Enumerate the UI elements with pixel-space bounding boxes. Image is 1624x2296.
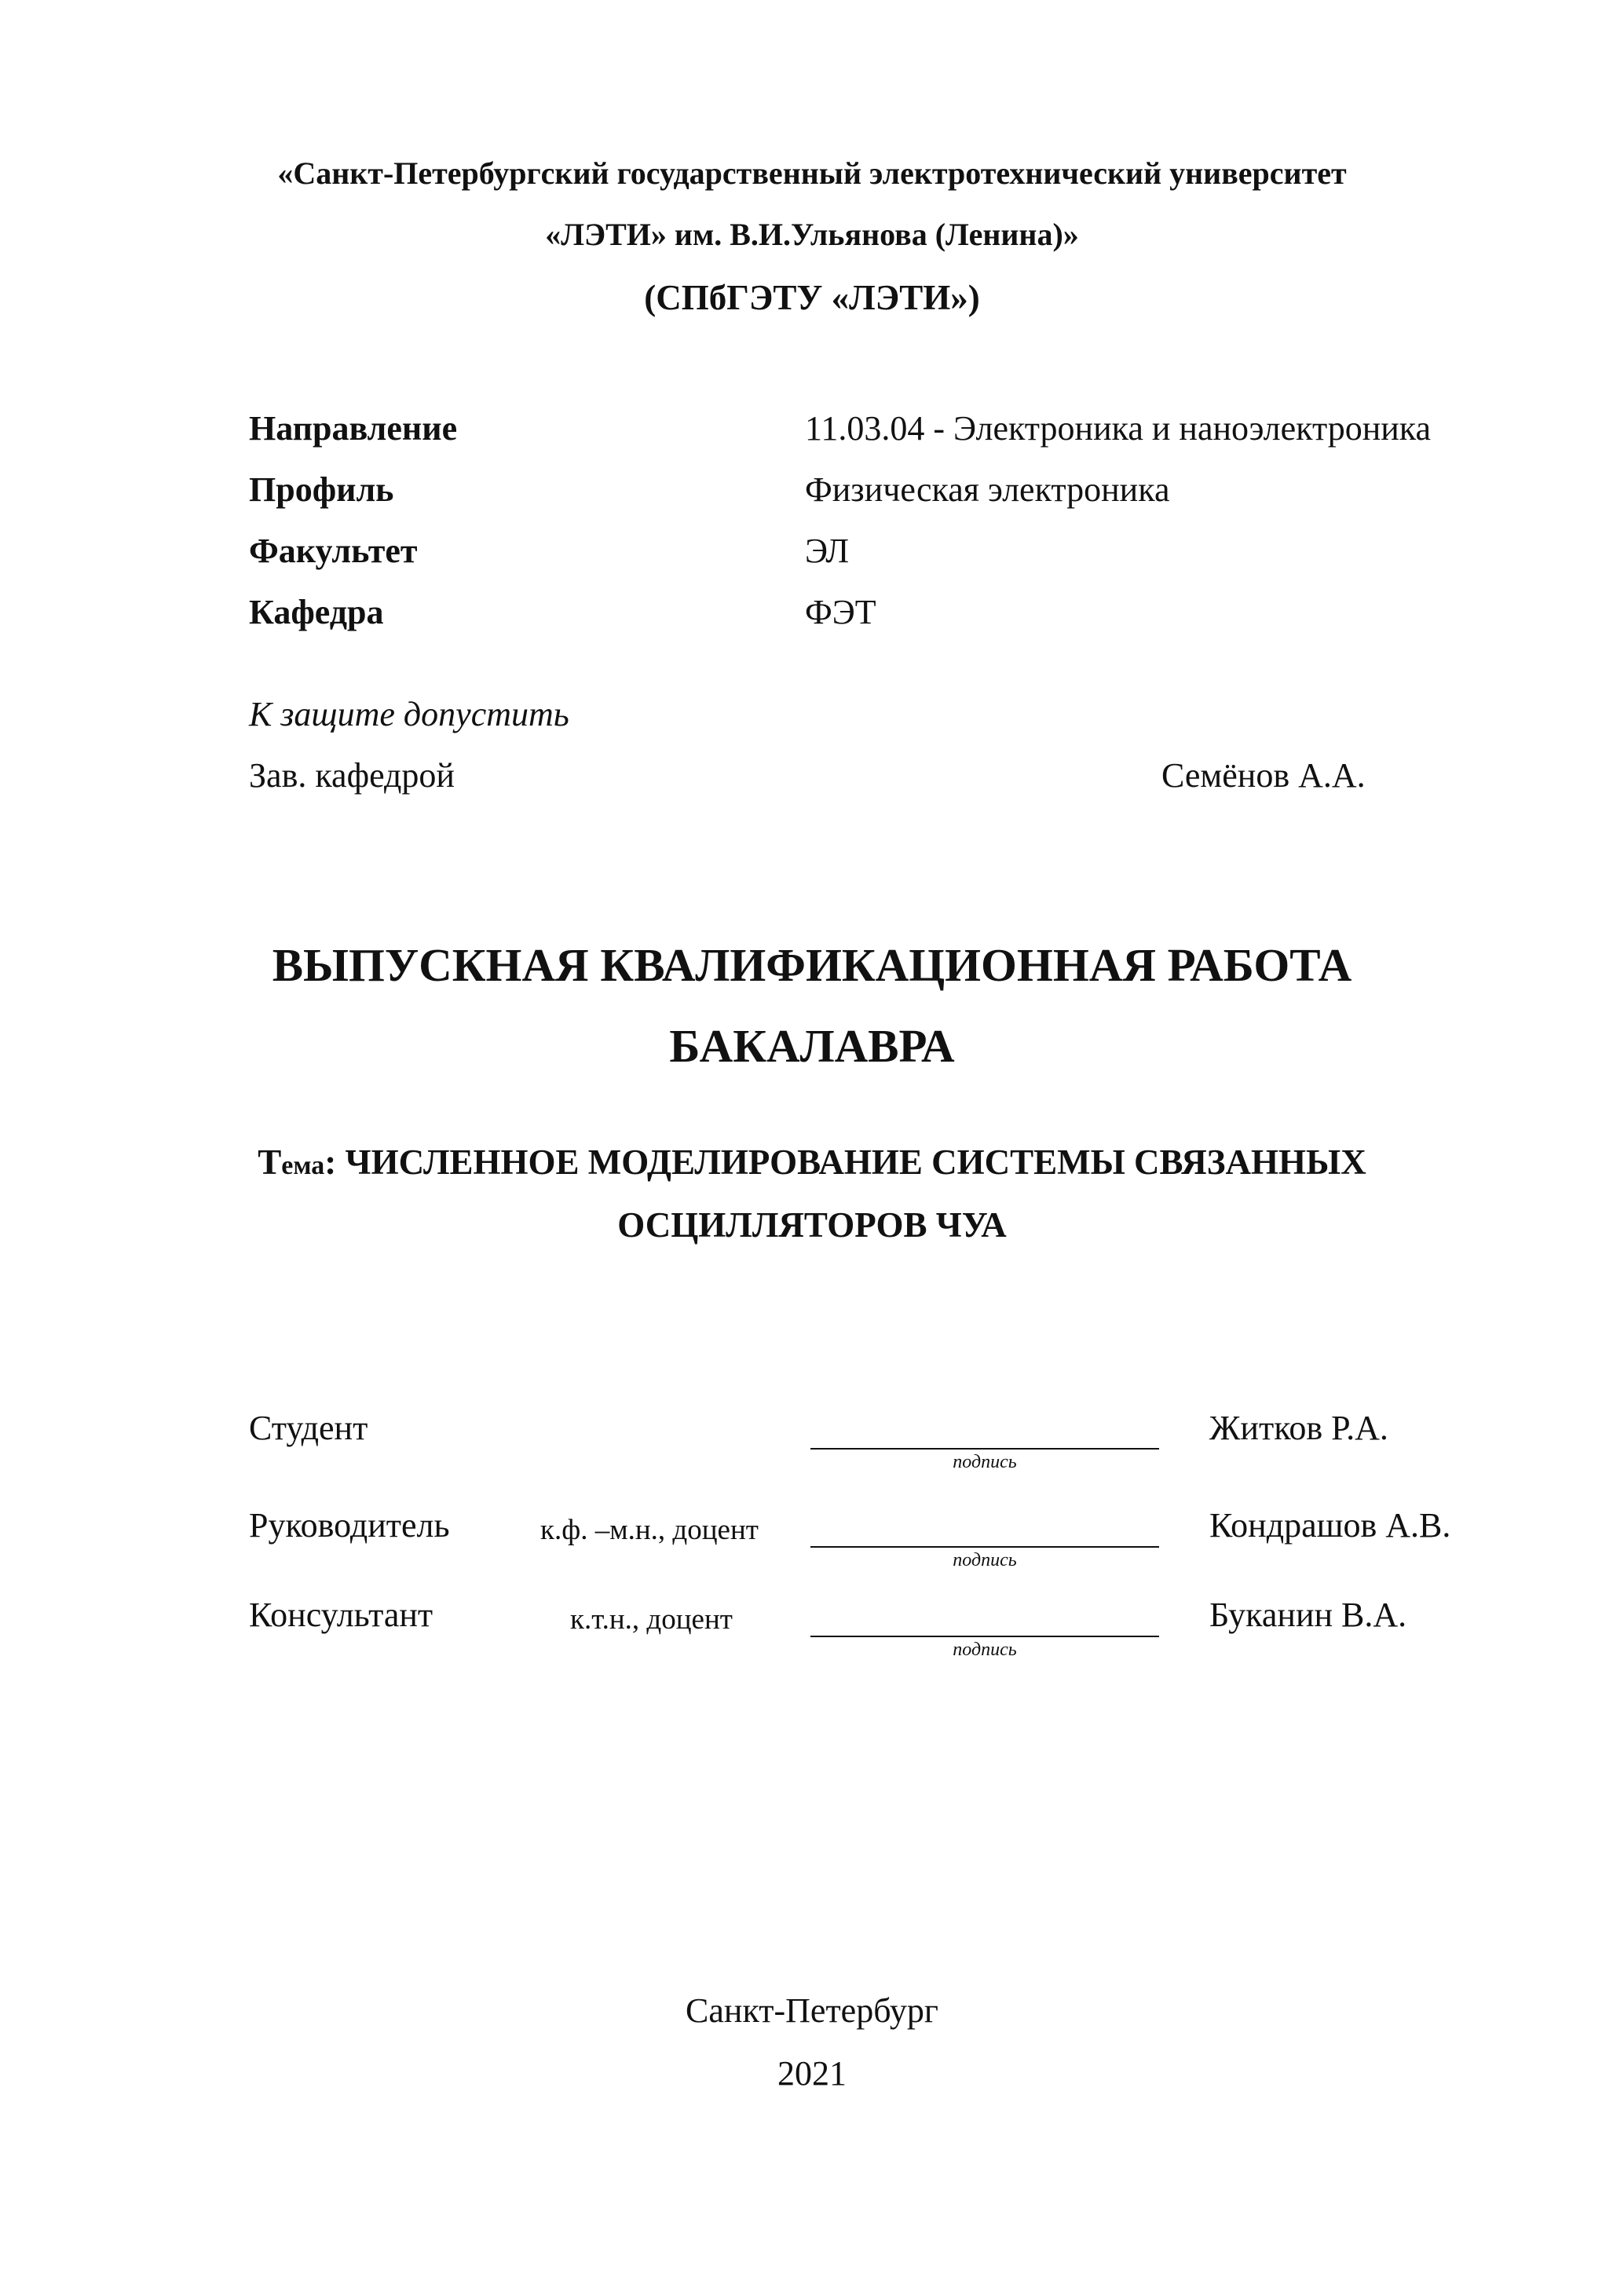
head-of-department-role: Зав. кафедрой <box>249 756 455 795</box>
university-name-line-2: «ЛЭТИ» им. В.И.Ульянова (Ленина)» <box>545 217 1079 252</box>
supervisor-degree: к.ф. –м.н., доцент <box>540 1514 759 1546</box>
topic-line-1 <box>0 1142 1624 1183</box>
faculty-value: ЭЛ <box>805 532 850 570</box>
department-label: Кафедра <box>249 593 384 631</box>
footer-city: Санкт-Петербург <box>686 1991 938 2030</box>
consultant-degree: к.т.н., доцент <box>570 1603 733 1636</box>
topic-line-2: ОСЦИЛЛЯТОРОВ ЧУА <box>617 1205 1007 1245</box>
topic-text-line-1: ЧИСЛЕННОЕ МОДЕЛИРОВАНИЕ СИСТЕМЫ СВЯЗАННЫХ <box>345 1143 1366 1182</box>
direction-label: Направление <box>249 409 458 448</box>
student-role: Студент <box>249 1409 368 1447</box>
department-value: ФЭТ <box>805 593 876 631</box>
supervisor-role: Руководитель <box>249 1506 450 1545</box>
profile-value: Физическая электроника <box>805 470 1170 509</box>
university-abbreviation: (СПбГЭТУ «ЛЭТИ») <box>644 278 980 317</box>
supervisor-signature-line <box>810 1546 1159 1548</box>
supervisor-signature-caption: подпись <box>953 1550 1017 1570</box>
profile-label: Профиль <box>249 470 394 509</box>
document-title-line-2: БАКАЛАВРА <box>669 1020 955 1072</box>
supervisor-name: Кондрашов А.В. <box>1209 1506 1451 1545</box>
admission-note: К защите допустить <box>249 695 569 733</box>
faculty-label: Факультет <box>249 532 418 570</box>
topic-label: Тема: <box>258 1143 337 1182</box>
consultant-signature-caption: подпись <box>953 1640 1017 1660</box>
student-signature-caption: подпись <box>953 1452 1017 1472</box>
consultant-name: Буканин В.А. <box>1209 1596 1407 1634</box>
consultant-signature-line <box>810 1636 1159 1637</box>
university-name-line-1: «Санкт-Петербургский государственный электротехнический университет <box>277 155 1347 191</box>
student-signature-line <box>810 1448 1159 1450</box>
document-title-line-1: ВЫПУСКНАЯ КВАЛИФИКАЦИОННАЯ РАБОТА <box>272 939 1352 991</box>
student-name: Житков Р.А. <box>1209 1409 1388 1447</box>
consultant-role: Консультант <box>249 1596 433 1634</box>
head-of-department-name: Семёнов А.А. <box>1161 756 1366 795</box>
direction-value: 11.03.04 - Электроника и наноэлектроника <box>805 409 1432 448</box>
footer-year: 2021 <box>777 2054 847 2093</box>
